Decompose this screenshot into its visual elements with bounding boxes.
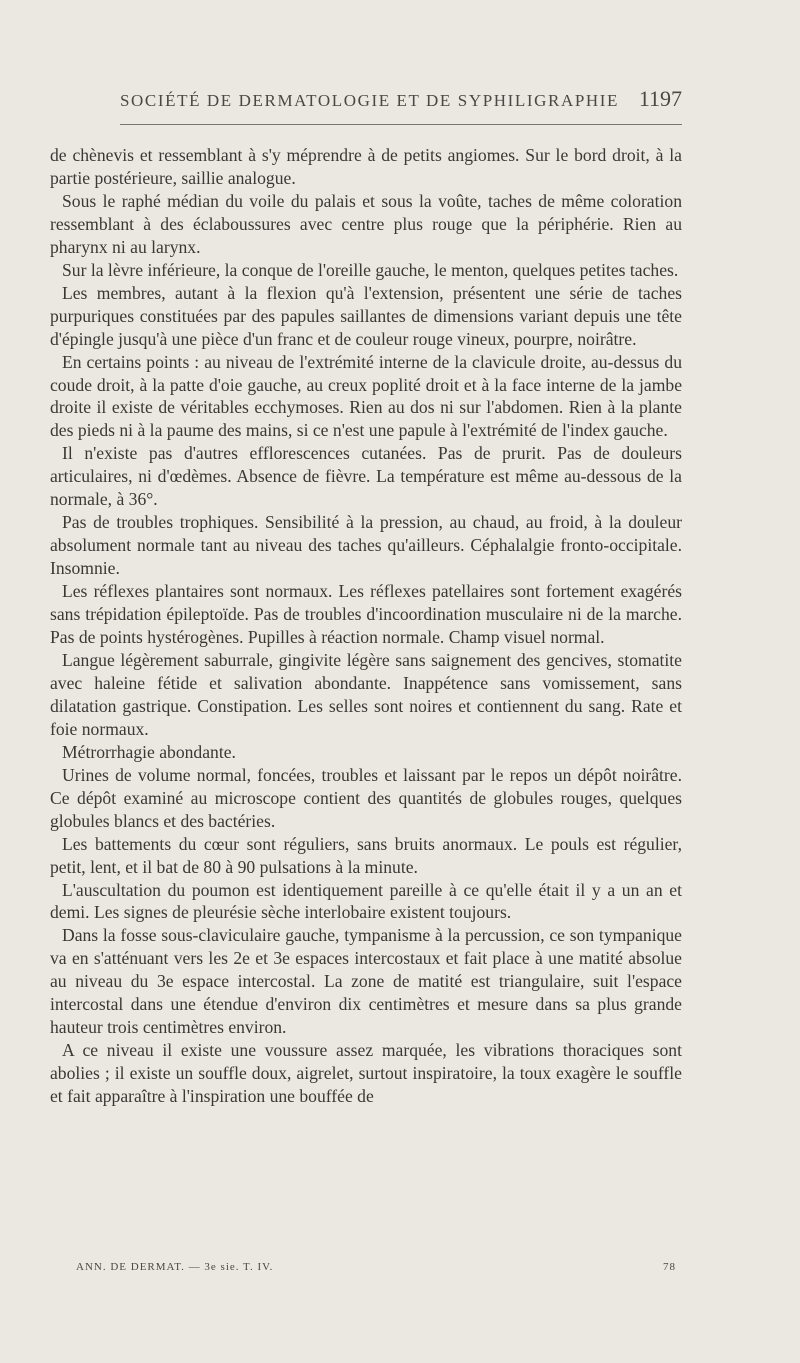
paragraph: Les membres, autant à la flexion qu'à l'extension, présentent une série de taches purpuriques constituées par des papules saillantes de dimensions variant depuis une tête d'épingle jusqu'à une pièce d'un franc et de couleur rouge vineux, pourpre, noirâtre. — [50, 282, 682, 349]
page-number: 1197 — [638, 86, 682, 111]
paragraph: Urines de volume normal, foncées, troubles et laissant par le repos un dépôt noirâtre. Ce dépôt examiné au microscope contient des quantités de globules rouges, quelques globules blancs et des bactéries. — [50, 764, 682, 831]
running-header — [120, 86, 682, 112]
footer-journal-ref: ANN. DE DERMAT. — 3e sie. T. IV. — [76, 1261, 274, 1273]
body-text — [50, 144, 682, 1108]
paragraph: Langue légèrement saburrale, gingivite légère sans saignement des gencives, stomatite avec haleine fétide et salivation abondante. Inappétence sans vomissement, sans dilatation gastrique. Constipation. Les selles sont noires et contiennent du sang. Rate et foie normaux. — [50, 649, 682, 739]
page-footer — [76, 1261, 676, 1273]
running-title: SOCIÉTÉ DE DERMATOLOGIE ET DE SYPHILIGRAPHIE — [120, 91, 620, 110]
paragraph: Les réflexes plantaires sont normaux. Les réflexes patellaires sont fortement exagérés sans trépidation épileptoïde. Pas de troubles d'incoordination musculaire ni de la marche. Pas de points hystérogènes. Pupilles à réaction normale. Champ visuel normal. — [50, 581, 682, 648]
paragraph: A ce niveau il existe une voussure assez marquée, les vibrations thoraciques sont abolies ; il existe un souffle doux, aigrelet, surtout inspiratoire, la toux exagère le souffle et fait apparaître à l'inspiration une bouffée de — [50, 1040, 682, 1107]
paragraph: Les battements du cœur sont réguliers, sans bruits anormaux. Le pouls est régulier, petit, lent, et il bat de 80 à 90 pulsations à la minute. — [50, 833, 682, 877]
paragraph: Pas de troubles trophiques. Sensibilité à la pression, au chaud, au froid, à la douleur absolument normale tant au niveau des taches qu'ailleurs. Céphalalgie fronto-occipitale. Insomnie. — [50, 512, 682, 579]
paragraph: Sur la lèvre inférieure, la conque de l'oreille gauche, le menton, quelques petites taches. — [62, 259, 679, 280]
paragraph: En certains points : au niveau de l'extrémité interne de la clavicule droite, au-dessus du coude droit, à la patte d'oie gauche, au creux poplité droit et à la face interne de la jambe droite il existe de véritables ecchymoses. Rien au dos ni sur l'abdomen. Rien à la plante des pieds ni à la paume des mains, si ce n'est une papule à l'extrémité de l'index gauche. — [50, 351, 682, 441]
paragraph: Il n'existe pas d'autres efflorescences cutanées. Pas de prurit. Pas de douleurs articulaires, ni d'œdèmes. Absence de fièvre. La température est même au-dessous de la normale, à 36°. — [50, 443, 682, 510]
paragraph: Dans la fosse sous-claviculaire gauche, tympanisme à la percussion, ce son tympanique va en s'atténuant vers les 2e et 3e espaces intercostaux et fait place à une matité absolue au niveau du 3e espace intercostal. La zone de matité est triangulaire, suit l'espace intercostal dans une étendue d'environ dix centimètres et mesure dans sa plus grande hauteur trois centimètres environ. — [50, 925, 682, 1038]
paragraph: L'auscultation du poumon est identiquement pareille à ce qu'elle était il y a un an et demi. Les signes de pleurésie sèche interlobaire existent toujours. — [50, 879, 682, 923]
paragraph: Métrorrhagie abondante. — [62, 741, 236, 762]
footer-signature: 78 — [663, 1261, 676, 1273]
paragraph: de chènevis et ressemblant à s'y méprendre à de petits angiomes. Sur le bord droit, à la partie postérieure, saillie analogue. — [50, 145, 682, 188]
paragraph: Sous le raphé médian du voile du palais et sous la voûte, taches de même coloration ressemblant à des éclaboussures avec centre plus rouge que la périphérie. Rien au pharynx ni au larynx. — [50, 190, 682, 257]
header-rule — [120, 124, 682, 125]
